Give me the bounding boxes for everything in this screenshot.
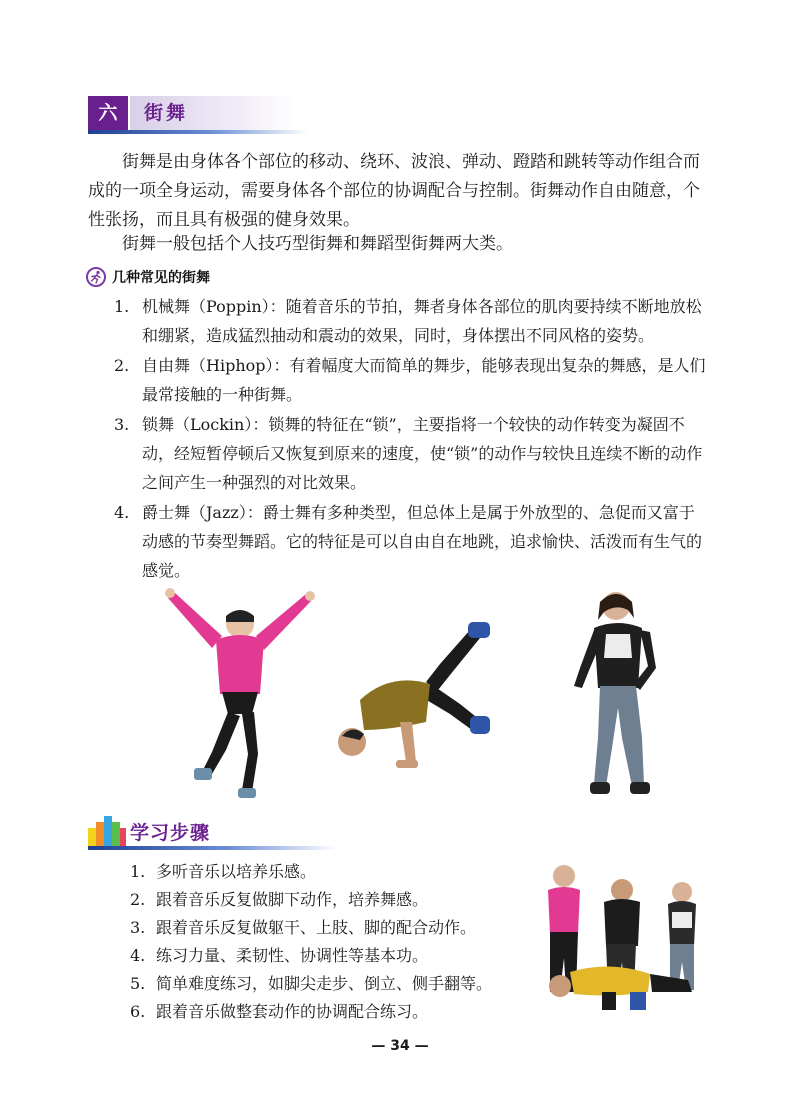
steps-list	[130, 858, 530, 1026]
list-item-number: 3.	[130, 918, 146, 937]
list-item	[114, 292, 708, 350]
list-item-number: 5.	[130, 974, 146, 993]
learning-steps-title: 学习步骤	[130, 822, 211, 844]
dancer-photo-pink	[160, 584, 320, 804]
list-item-number: 1.	[114, 297, 130, 316]
section-header	[88, 96, 308, 138]
list-item	[130, 970, 530, 997]
section-number: 六	[88, 96, 128, 130]
learning-steps-header	[88, 814, 338, 850]
list-item-number: 4.	[130, 946, 146, 965]
list-item	[130, 942, 530, 969]
list-item-text: 锁舞（Lockin）：锁舞的特征在“锁”，主要指将一个较快的动作转变为凝固不动，经短暂停顿后又恢复到原来的速度，使“锁”的动作与较快且连续不断的动作之间产生一种强烈的对比效果。	[142, 415, 703, 492]
list-item-text: 练习力量、柔韧性、协调性等基本功。	[156, 946, 429, 965]
list-item-number: 3.	[114, 415, 130, 434]
list-item-text: 跟着音乐反复做躯干、上肢、脚的配合动作。	[156, 918, 477, 937]
list-item-number: 4.	[114, 503, 130, 522]
list-item-text: 跟着音乐做整套动作的协调配合练习。	[156, 1002, 429, 1021]
dance-list	[114, 292, 708, 586]
dancer-photo-hoodie	[570, 588, 670, 802]
list-item-text: 爵士舞（Jazz）：爵士舞有多种类型，但总体上是属于外放型的、急促而又富于动感的节奏型舞蹈。它的特征是可以自由自在地跳，追求愉快、活泼而有生气的感觉。	[142, 503, 703, 580]
common-dances-heading	[86, 264, 210, 290]
list-item-number: 2.	[114, 356, 130, 375]
bar-chart-icon	[88, 814, 128, 846]
dancer-photo-freeze	[330, 612, 500, 782]
list-item	[130, 886, 530, 913]
list-item-number: 1.	[130, 862, 146, 881]
list-item	[130, 858, 530, 885]
list-item	[114, 498, 708, 585]
list-item-text: 多听音乐以培养乐感。	[156, 862, 317, 881]
list-item-text: 简单难度练习，如脚尖走步、倒立、侧手翻等。	[156, 974, 493, 993]
section-title: 街舞	[130, 96, 294, 130]
intro-paragraph-2: 街舞一般包括个人技巧型街舞和舞蹈型街舞两大类。	[122, 234, 513, 254]
dancers-group-photo	[530, 862, 710, 1020]
section-underline	[88, 130, 308, 134]
list-item	[130, 914, 530, 941]
list-item-number: 2.	[130, 890, 146, 909]
list-item	[130, 998, 530, 1025]
runner-icon	[86, 267, 106, 287]
common-dances-title: 几种常见的街舞	[112, 270, 210, 286]
learning-steps-underline	[88, 846, 338, 850]
list-item-text: 跟着音乐反复做脚下动作，培养舞感。	[156, 890, 429, 909]
intro-paragraph-1: 街舞是由身体各个部位的移动、绕环、波浪、弹动、蹬踏和跳转等动作组合而成的一项全身运动，需要身体各个部位的协调配合与控制。街舞动作自由随意，个性张扬，而且具有极强的健身效果。	[88, 152, 700, 230]
page-number: — 34 —	[371, 1038, 429, 1054]
list-item-text: 自由舞（Hiphop）：有着幅度大而简单的舞步，能够表现出复杂的舞感，是人们最常接触的一种街舞。	[142, 356, 706, 404]
list-item-number: 6.	[130, 1002, 146, 1021]
list-item-text: 机械舞（Poppin）：随着音乐的节拍，舞者身体各部位的肌肉要持续不断地放松和绷紧，造成猛烈抽动和震动的效果，同时，身体摆出不同风格的姿势。	[142, 297, 702, 345]
list-item	[114, 351, 708, 409]
list-item	[114, 410, 708, 497]
